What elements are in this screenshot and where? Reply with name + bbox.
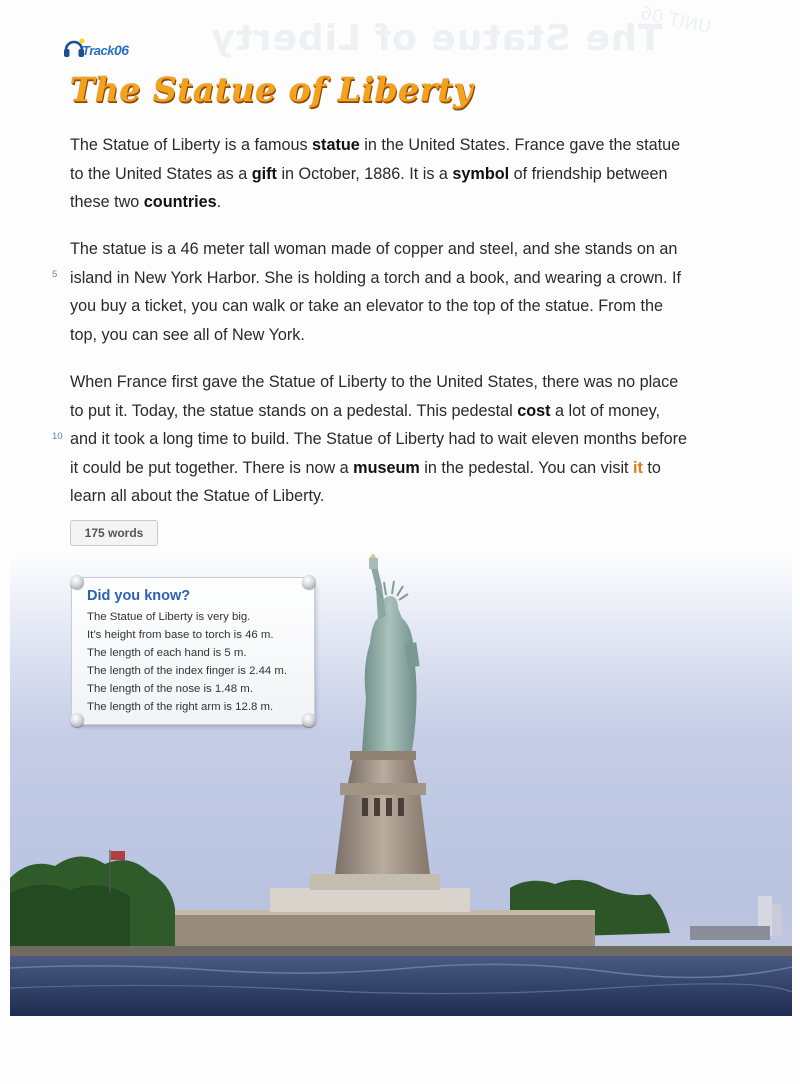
- keyword-it: it: [633, 458, 643, 477]
- keyword-statue: statue: [312, 136, 360, 154]
- text-run: .: [216, 193, 222, 211]
- text-run: in the pedestal. You can visit: [419, 458, 634, 477]
- fact-item: It’s height from base to torch is 46 m.: [87, 629, 274, 642]
- pushpin-icon: [70, 713, 84, 727]
- keyword-countries: countries: [143, 193, 217, 211]
- text-run: a lot of money, and it took a long time to build. The Statue of Liberty had to wait eleven months before it could be put together. There is now a: [70, 401, 688, 477]
- page-title: The Statue of Liberty: [70, 70, 474, 109]
- keyword-gift: gift: [251, 164, 277, 183]
- text-run: When France first gave the Statue of Liberty to the United States, there was no place to put it. Today, the statue stands on a pedestal. This pedestal: [70, 373, 679, 420]
- track-prefix: Track: [82, 43, 114, 58]
- pushpin-icon: [302, 575, 316, 589]
- fact-item: The length of the index finger is 2.44 m.: [87, 665, 288, 678]
- text-run: to learn all about the Statue of Liberty.: [70, 458, 661, 505]
- keyword-cost: cost: [517, 401, 551, 420]
- fact-item: The length of the right arm is 12.8 m.: [87, 701, 274, 714]
- fact-item: The length of the nose is 1.48 m.: [87, 683, 253, 696]
- show-through-unit: UNIT 06: [638, 2, 713, 39]
- track-label: [82, 42, 129, 58]
- facts-list: [87, 608, 287, 717]
- paragraph-1: [70, 131, 690, 217]
- text-run: of friendship between these two: [70, 164, 668, 211]
- line-number-5: 5: [52, 269, 58, 280]
- did-you-know-callout: [72, 578, 314, 724]
- pushpin-icon: [302, 713, 316, 727]
- keyword-symbol: symbol: [452, 164, 510, 183]
- text-run: The Statue of Liberty is a famous: [70, 136, 313, 154]
- show-through-title: The Statue of Liberty: [210, 18, 663, 59]
- text-run: in the United States. France gave the statue to the United States as a: [70, 136, 681, 183]
- word-count-badge: 175 words: [70, 520, 158, 546]
- track-number: 06: [113, 42, 129, 58]
- paragraph-3: [70, 368, 690, 511]
- callout-heading: Did you know?: [87, 588, 191, 604]
- fact-item: The Statue of Liberty is very big.: [87, 611, 251, 623]
- fact-item: The length of each hand is 5 m.: [87, 647, 247, 660]
- track-badge[interactable]: [62, 36, 142, 64]
- paragraph-2: [70, 235, 690, 349]
- keyword-museum: museum: [353, 458, 420, 477]
- text-run: in October, 1886. It is a: [276, 164, 453, 183]
- line-number-10: 10: [52, 431, 63, 442]
- pushpin-icon: [70, 575, 84, 589]
- paragraph-2-text: The statue is a 46 meter tall woman made of copper and steel, and she stands on an island in New York Harbor. She is holding a torch and a book, and wearing a crown. If you buy a ticket, you can walk or take an elevator to the top of the statue. From the top, you can see all of New York.: [70, 240, 681, 344]
